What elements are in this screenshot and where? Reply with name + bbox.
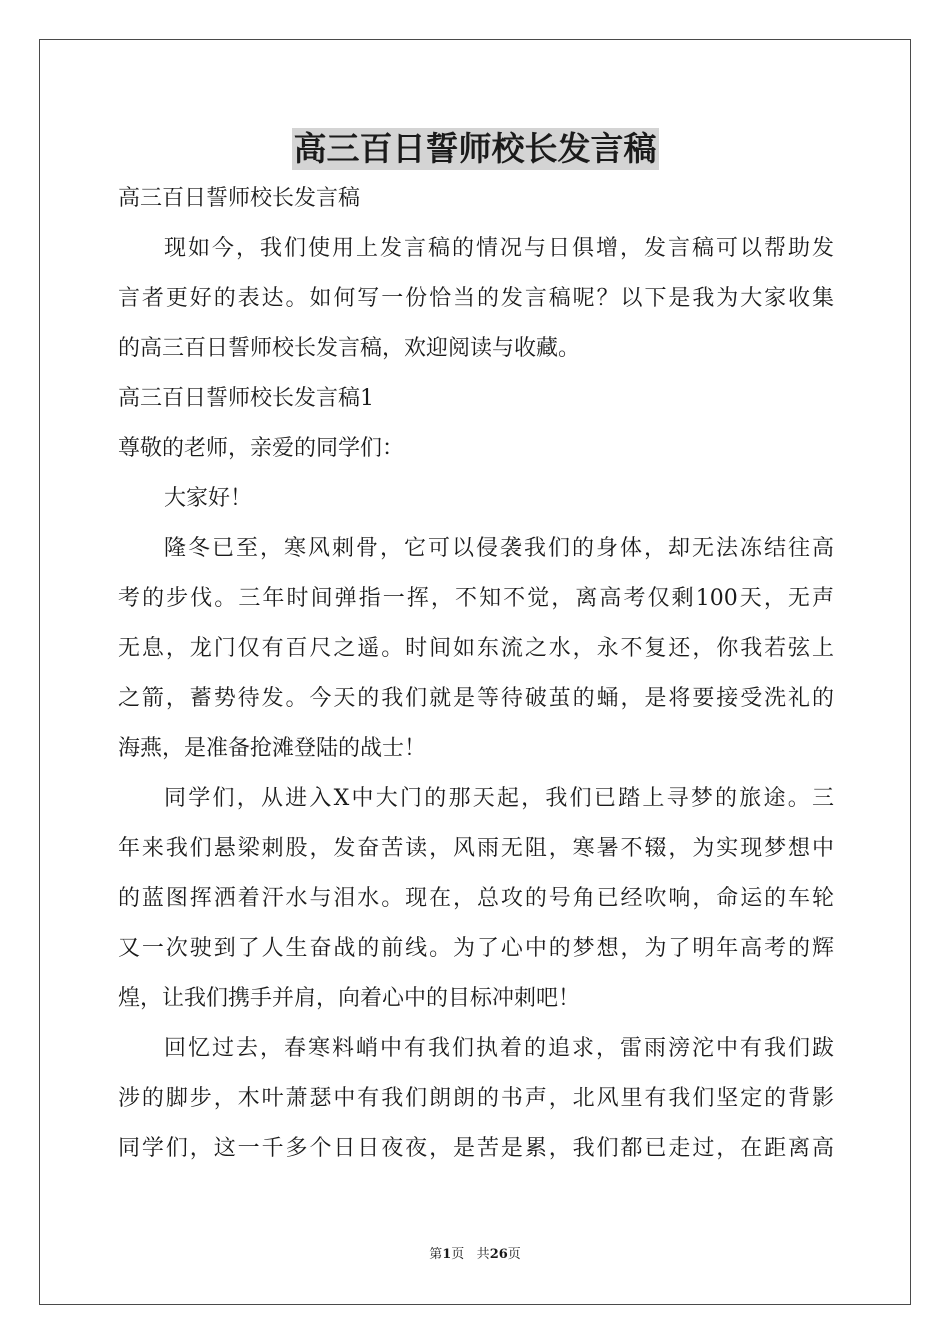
text-line: 又一次驶到了人生奋战的前线。为了心中的梦想，为了明年高考的辉 bbox=[118, 936, 834, 961]
text-line: 考的步伐。三年时间弹指一挥，不知不觉，离高考仅剩100天，无声 bbox=[118, 586, 834, 611]
text-line: 之箭，蓄势待发。今天的我们就是等待破茧的蛹，是将要接受洗礼的 bbox=[118, 686, 834, 711]
text-line: 现如今，我们使用上发言稿的情况与日俱增，发言稿可以帮助发 bbox=[164, 236, 834, 261]
text-line: 高三百日誓师校长发言稿 bbox=[118, 186, 361, 211]
text-line: 言者更好的表达。如何写一份恰当的发言稿呢？以下是我为大家收集 bbox=[118, 286, 834, 311]
text-line: 海燕，是准备抢滩登陆的战士！ bbox=[118, 736, 427, 761]
text-line: 涉的脚步，木叶萧瑟中有我们朗朗的书声，北风里有我们坚定的背影 bbox=[118, 1086, 834, 1111]
page-prefix: 第 bbox=[429, 1247, 443, 1262]
page-suffix: 页 bbox=[451, 1247, 465, 1262]
page-number: 1 bbox=[442, 1247, 452, 1262]
text-line: 同学们，这一千多个日日夜夜，是苦是累，我们都已走过，在距离高 bbox=[118, 1136, 834, 1161]
total-suffix: 页 bbox=[507, 1247, 521, 1262]
text-line: 无息，龙门仅有百尺之遥。时间如东流之水，永不复还，你我若弦上 bbox=[118, 636, 834, 661]
text-line: 的高三百日誓师校长发言稿，欢迎阅读与收藏。 bbox=[118, 336, 581, 361]
text-line: 大家好！ bbox=[164, 486, 253, 511]
title-container bbox=[0, 128, 950, 170]
page-footer bbox=[0, 1246, 950, 1264]
document-title: 高三百日誓师校长发言稿 bbox=[293, 129, 657, 168]
text-line: 尊敬的老师，亲爱的同学们： bbox=[118, 436, 405, 461]
text-line: 高三百日誓师校长发言稿1 bbox=[118, 386, 374, 411]
total-prefix: 共 bbox=[476, 1247, 490, 1262]
text-line: 年来我们悬梁刺股，发奋苦读，风雨无阻，寒暑不辍，为实现梦想中 bbox=[118, 836, 834, 861]
text-line: 的蓝图挥洒着汗水与泪水。现在，总攻的号角已经吹响，命运的车轮 bbox=[118, 886, 834, 911]
document-body bbox=[118, 174, 834, 1174]
text-line: 隆冬已至，寒风刺骨，它可以侵袭我们的身体，却无法冻结往高 bbox=[164, 536, 834, 561]
text-line: 回忆过去，春寒料峭中有我们执着的追求，雷雨滂沱中有我们跋 bbox=[164, 1036, 834, 1061]
text-line: 煌，让我们携手并肩，向着心中的目标冲刺吧！ bbox=[118, 986, 581, 1011]
total-pages: 26 bbox=[489, 1247, 508, 1262]
text-line: 同学们，从进入X中大门的那天起，我们已踏上寻梦的旅途。三 bbox=[164, 786, 834, 811]
